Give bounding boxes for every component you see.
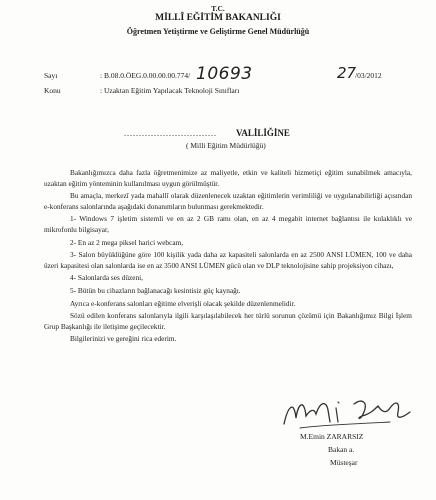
header-ministry: MİLLÎ EĞİTİM BAKANLIĞI [155, 13, 281, 23]
paragraph-contact: Sözü edilen konferans salonlarıyla ilgili karşılaşılabilecek her türlü sorunun çözümü için Bakanlığımız Bilgi İşlem Grup Başkanlığı ile iletişime geçilecektir. [44, 311, 412, 331]
date-month-year: /03/2012 [355, 71, 382, 80]
date-day: 27 [337, 64, 357, 82]
list-item-3: 3- Salon büyüklüğüne göre 100 kişilik yada daha az kapasiteli salonlarda en az 2500 ANSI LÜMEN, 100 ve daha üzeri kapasitesi olan salonlarda ise en az 3500 ANSI LÜMEN gücü olan ve DLP teknolojisine sahip projeksiyon cihazı, [44, 250, 412, 270]
addressee-title: VALİLİĞİNE [236, 128, 290, 138]
letter-body [44, 168, 412, 345]
list-item-5: 5- Bütün bu cihazların bağlanacağı kesintisiz güç kaynağı. [70, 285, 241, 295]
signatory-name: M.Emin ZARARSIZ [300, 432, 364, 441]
paragraph-closing: Bilgilerinizi ve gereğini rica ederim. [70, 334, 177, 344]
list-item-4: 4- Salonlarda ses düzeni, [70, 273, 143, 283]
document-number: 10693 [196, 64, 253, 84]
paragraph-purpose: Bu amaçla, merkezî yada mahallî olarak düzenlenecek uzaktan eğitimlerin verimliliği ve uygulanabilirliği açısından e-konferans salonlarında aşağıdaki donanımların bulunması gerekmektedir. [44, 191, 412, 211]
sayi-value: : B.08.0.ÖEG.0.00.00.00.774/ [100, 71, 191, 80]
header-directorate: Öğretmen Yetiştirme ve Geliştirme Genel Müdürlüğü [126, 27, 310, 36]
signatory-title-2: Müsteşar [330, 458, 358, 467]
header-tc: T.C. [211, 4, 225, 13]
addressee-subtitle: ( Milli Eğitim Müdürlüğü) [186, 141, 266, 150]
addressee-dots: ............................... [124, 129, 217, 138]
handwritten-signature-icon [270, 388, 420, 438]
sayi-label: Sayı [44, 71, 58, 80]
list-item-1: 1- Windows 7 işletim sistemli ve en az 2 GB ramı olan, en az 4 megabit internet bağlantısı ile kulaklıklı ve mikrofonlu bilgisayar, [44, 214, 412, 234]
paragraph-arrangement: Ayrıca e-konferans salonları eğitime elverişli olacak şekilde düzenlenmelidir. [70, 298, 296, 308]
paragraph-intro: Bakanlığımızca daha fazla öğretmenimize az maliyetle, etkin ve kaliteli hizmetiçi eğitim sunabilmek amacıyla, uzaktan eğitim yönteminin kullanılması uygun görülmüştür. [44, 168, 412, 188]
list-item-2: 2- En az 2 mega piksel harici webcam, [70, 237, 184, 247]
konu-value: : Uzaktan Eğitim Yapılacak Teknoloji Sınıfları [100, 86, 240, 95]
signatory-title-1: Bakan a. [328, 445, 355, 454]
konu-label: Konu [44, 86, 61, 95]
